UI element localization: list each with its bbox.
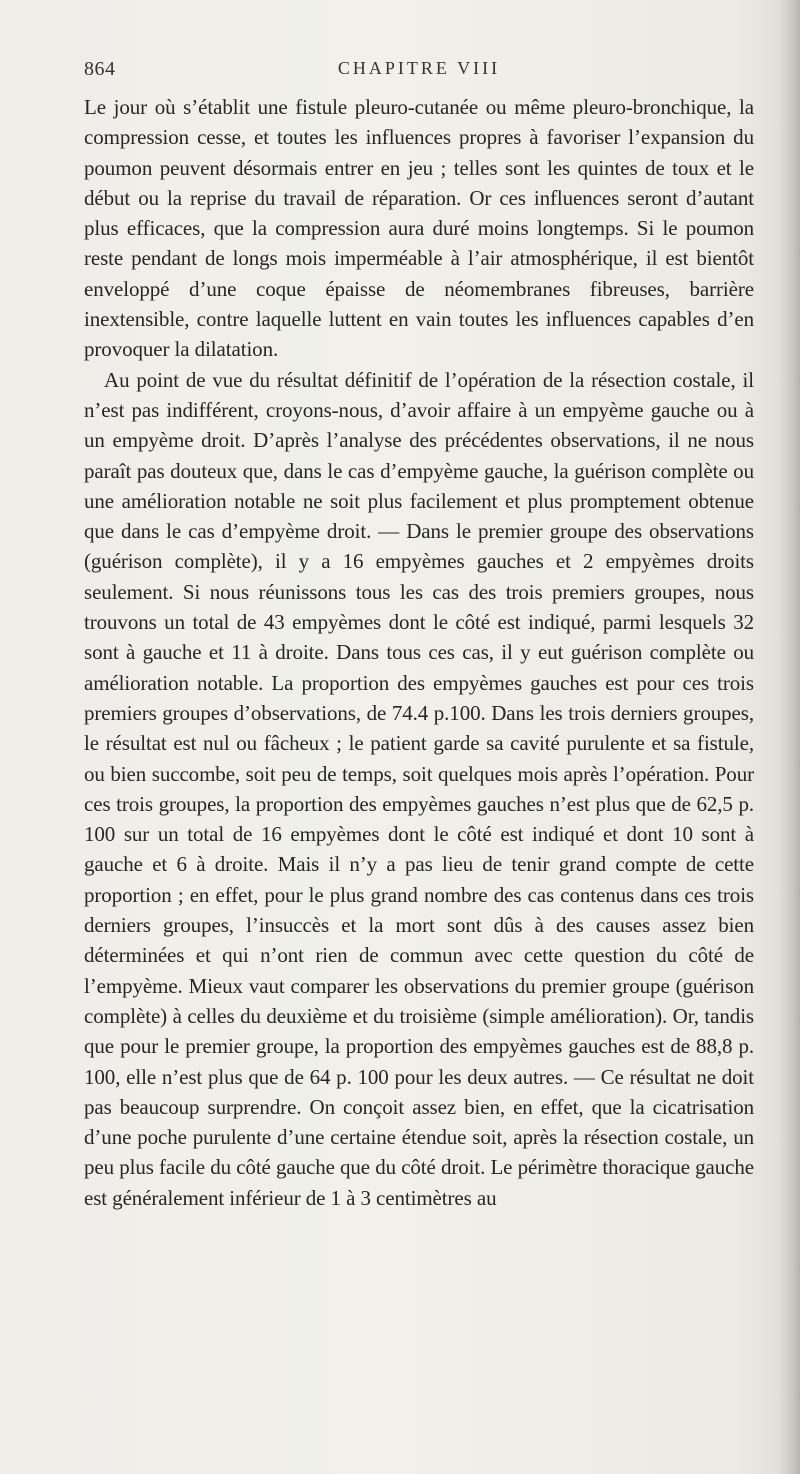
body-text — [84, 92, 754, 1213]
running-head: CHAPITRE VIII — [337, 58, 501, 78]
paragraph-resection-costale: Au point de vue du résultat définitif de l’opération de la résection costale, il n’est pas indifférent, croyons-nous, d’avoir affaire à un empyème gauche ou à un empyème droit. D’après l’analyse des précédentes observations, il ne nous paraît pas douteux que, dans le cas d’empyème gauche, la guérison complète ou une amélioration notable ne soit plus facilement et plus promptement obtenue que dans le cas d’empyème droit. — Dans le premier groupe des observations (guérison complète), il y a 16 empyèmes gauches et 2 empyèmes droits seulement. Si nous réunissons tous les cas des trois premiers groupes, nous trouvons un total de 43 empyèmes dont le côté est indiqué, parmi lesquels 32 sont à gauche et 11 à droite. Dans tous ces cas, il y eut guérison complète ou amélioration notable. La proportion des empyèmes gauches est pour ces trois premiers groupes d’observations, de 74.4 p.100. Dans les trois derniers groupes, le résultat est nul ou fâcheux ; le patient garde sa cavité purulente et sa fistule, ou bien succombe, soit peu de temps, soit quelques mois après l’opération. Pour ces trois groupes, la proportion des empyèmes gauches n’est plus que de 62,5 p. 100 sur un total de 16 empyèmes dont le côté est indiqué et dont 10 sont à gauche et 6 à droite. Mais il n’y a pas lieu de tenir grand compte de cette proportion ; en effet, pour le plus grand nombre des cas contenus dans ces trois derniers groupes, l’insuccès et la mort sont dûs à des causes assez bien déterminées et qui n’ont rien de commun avec cette question du côté de l’empyème. Mieux vaut comparer les observations du premier groupe (guérison complète) à celles du deuxième et du troisième (simple amélioration). Or, tandis que pour le premier groupe, la proportion des empyèmes gauches est de 88,8 p. 100, elle n’est plus que de 64 p. 100 pour les deux autres. — Ce résultat ne doit pas beaucoup surprendre. On conçoit assez bien, en effet, que la cicatrisation d’une poche purulente d’une certaine étendue soit, après la résection costale, un peu plus facile du côté gauche que du côté droit. Le périmètre thoracique gauche est généralement inférieur de 1 à 3 centimètres au — [84, 367, 754, 1210]
page-number: 864 — [84, 58, 116, 80]
page-edge-shadow — [778, 0, 800, 1474]
page-header — [84, 58, 754, 88]
paragraph-compression: Le jour où s’établit une fistule pleuro-cutanée ou même pleuro-bronchique, la compression cesse, et toutes les influences propres à favoriser l’expansion du poumon peuvent désormais entrer en jeu ; telles sont les quintes de toux et le début ou la reprise du travail de réparation. Or ces influences seront d’autant plus efficaces, que la compression aura duré moins longtemps. Si le poumon reste pendant de longs mois imperméable à l’air atmosphérique, il est bientôt enveloppé d’une coque épaisse de néomembranes fibreuses, barrière inextensible, contre laquelle luttent en vain toutes les influences capables d’en provoquer la dilatation. — [84, 95, 754, 362]
